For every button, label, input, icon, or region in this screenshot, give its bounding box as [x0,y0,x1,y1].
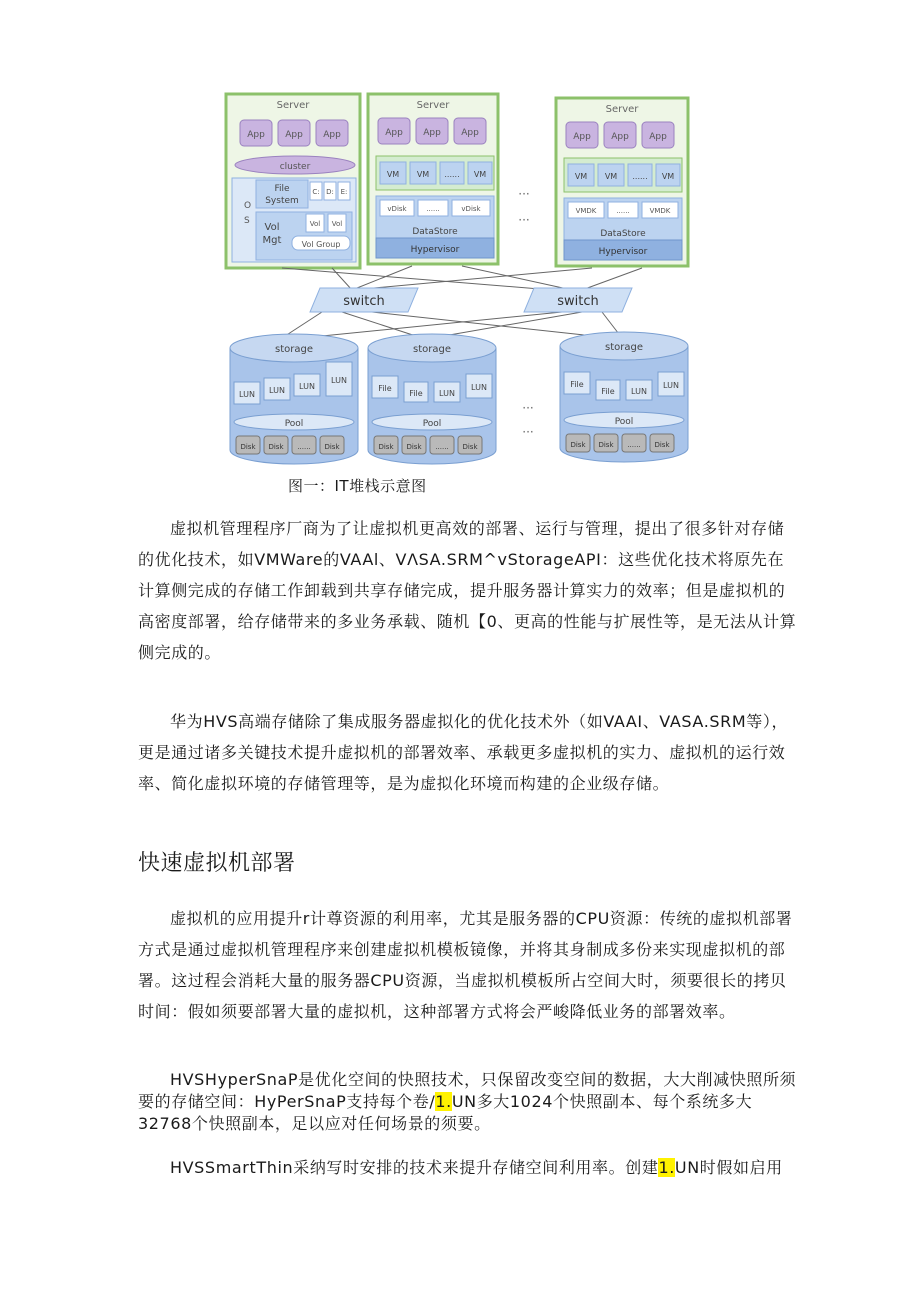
svg-text:App: App [611,132,629,142]
svg-text:File: File [378,384,392,393]
svg-text:Server: Server [605,104,639,115]
svg-text:Vol: Vol [264,222,280,233]
svg-text:App: App [247,130,265,140]
hypersnap-text-2: UN多大1024个快照副本、每个系统多大32768个快照副本，足以应对任何场景的须要。 [138,1092,753,1133]
svg-text:......: ...... [616,207,630,215]
it-stack-diagram [222,90,698,474]
svg-text:Hypervisor: Hypervisor [598,247,648,257]
paragraph-vm-optimization: 虚拟机管理程序厂商为了让虚拟机更高效的部署、运行与管理，提出了很多针对存储的优化技术，如VMWare的VAAl、VΛSA.SRM^vStorageAPI：这些优化技术将原先在计算侧完成的存储工作卸载到共享存储完成，提升服务器计算实力的效率；但是虚拟机的高密度部署，给存储带来的多业务承载、随机【0、更高的性能与扩展性等，是无法从计算侧完成的。 [138,519,797,662]
switch-left [310,288,418,312]
svg-text:S: S [244,216,250,226]
svg-text:switch: switch [343,294,385,309]
svg-text:App: App [573,132,591,142]
svg-text:VM: VM [574,172,588,181]
svg-text:App: App [649,132,667,142]
paragraph-hypersnap [138,1069,798,1135]
svg-text:Disk: Disk [654,441,670,449]
svg-text:LUN: LUN [439,389,455,398]
storage-middle [368,334,496,464]
svg-text:LUN: LUN [299,382,315,391]
svg-text:switch: switch [557,294,599,309]
svg-text:VM: VM [661,172,675,181]
svg-text:LUN: LUN [269,386,285,395]
svg-text:LUN: LUN [663,381,679,390]
server-middle [368,94,498,264]
storage-right [560,332,688,462]
svg-text:Hypervisor: Hypervisor [410,245,460,255]
svg-text:VM: VM [416,170,430,179]
svg-text:System: System [265,196,299,206]
svg-text:D:: D: [326,188,334,196]
highlight-mark: 1. [658,1158,675,1177]
svg-text:VMDK: VMDK [649,207,671,215]
svg-text:Disk: Disk [462,443,478,451]
svg-text:App: App [423,128,441,138]
paragraph-hvs-storage: 华为HVS高端存储除了集成服务器虚拟化的优化技术外（如VAAI、VASA.SRM等），更是通过诸多关键技术提升虚拟机的部署效率、承载更多虚拟机的实力、虚拟机的运行效率、简化虚拟环境的存储管理等，是为虚拟化环境而构建的企业级存储。 [138,712,789,793]
svg-text:Disk: Disk [268,443,284,451]
svg-text:O: O [244,201,252,211]
svg-text:App: App [323,130,341,140]
svg-text:DataStore: DataStore [412,227,458,237]
svg-text:Mgt: Mgt [262,235,282,246]
switch-right [524,288,632,312]
svg-text:···: ··· [518,187,530,201]
svg-text:Disk: Disk [570,441,586,449]
svg-text:Disk: Disk [324,443,340,451]
svg-text:Vol: Vol [309,220,321,228]
svg-text:storage: storage [413,344,451,355]
svg-text:Pool: Pool [284,419,304,429]
svg-text:LUN: LUN [631,387,647,396]
svg-text:VM: VM [473,170,487,179]
svg-text:storage: storage [605,342,643,353]
storage-left [230,334,358,464]
hypersnap-text-1: HVSHyperSnaP是优化空间的快照技术，只保留改变空间的数据，大大削减快照所须要的存储空间：HyPerSnaP支持每个卷/ [138,1070,797,1111]
svg-text:···: ··· [518,213,530,227]
svg-text:......: ...... [444,170,460,179]
svg-text:Disk: Disk [240,443,256,451]
svg-text:Vol Group: Vol Group [301,240,341,249]
svg-text:......: ...... [632,172,648,181]
svg-text:VM: VM [604,172,618,181]
svg-text:File: File [409,389,423,398]
smartthin-text-2: UN时假如启用 [674,1158,783,1177]
svg-text:LUN: LUN [471,383,487,392]
svg-text:App: App [461,128,479,138]
figure-caption: 图一：IT堆栈示意图 [288,477,427,495]
svg-text:LUN: LUN [239,390,255,399]
svg-text:Disk: Disk [598,441,614,449]
paragraph-vm-deployment: 虚拟机的应用提升r计尊资源的利用率，尤其是服务器的CPU资源：传统的虚拟机部署方式是通过虚拟机管理程序来创建虚拟机模板镜像，并将其身制成多份来实现虚拟机的部署。这过程会消耗大量的服务器CPU资源，当虚拟机模板所占空间大时，须要很长的拷贝时间：假如须要部署大量的虚拟机，这种部署方式将会严峻降低业务的部署效率。 [138,909,793,1021]
svg-text:Disk: Disk [378,443,394,451]
smartthin-text-1: HVSSmartThin采纳写时安排的技术来提升存储空间利用率。创建 [170,1158,659,1177]
svg-text:LUN: LUN [331,376,347,385]
svg-text:vDisk: vDisk [387,205,407,213]
svg-text:···: ··· [522,425,534,439]
svg-text:Disk: Disk [406,443,422,451]
svg-text:File: File [570,380,584,389]
server-left [226,94,360,268]
svg-text:File: File [601,387,615,396]
svg-text:DataStore: DataStore [600,229,646,239]
svg-text:Pool: Pool [422,419,442,429]
svg-text:···: ··· [522,401,534,415]
svg-text:vDisk: vDisk [461,205,481,213]
svg-text:cluster: cluster [279,162,311,172]
svg-text:......: ...... [426,205,440,213]
highlight-mark: 1. [435,1092,452,1111]
svg-text:File: File [274,184,290,194]
svg-text:VMDK: VMDK [575,207,597,215]
svg-text:Pool: Pool [614,417,634,427]
svg-text:Server: Server [276,100,310,111]
paragraph-smartthin [138,1152,798,1183]
svg-text:......: ...... [627,441,641,449]
svg-text:E:: E: [340,188,348,196]
svg-text:App: App [385,128,403,138]
section-heading: 快速虚拟机部署 [138,851,296,876]
server-right [556,98,688,266]
svg-text:......: ...... [435,443,449,451]
svg-text:Vol: Vol [331,220,343,228]
svg-text:Server: Server [416,100,450,111]
svg-text:storage: storage [275,344,313,355]
svg-text:App: App [285,130,303,140]
svg-text:VM: VM [386,170,400,179]
svg-text:......: ...... [297,443,311,451]
svg-text:C:: C: [312,188,320,196]
